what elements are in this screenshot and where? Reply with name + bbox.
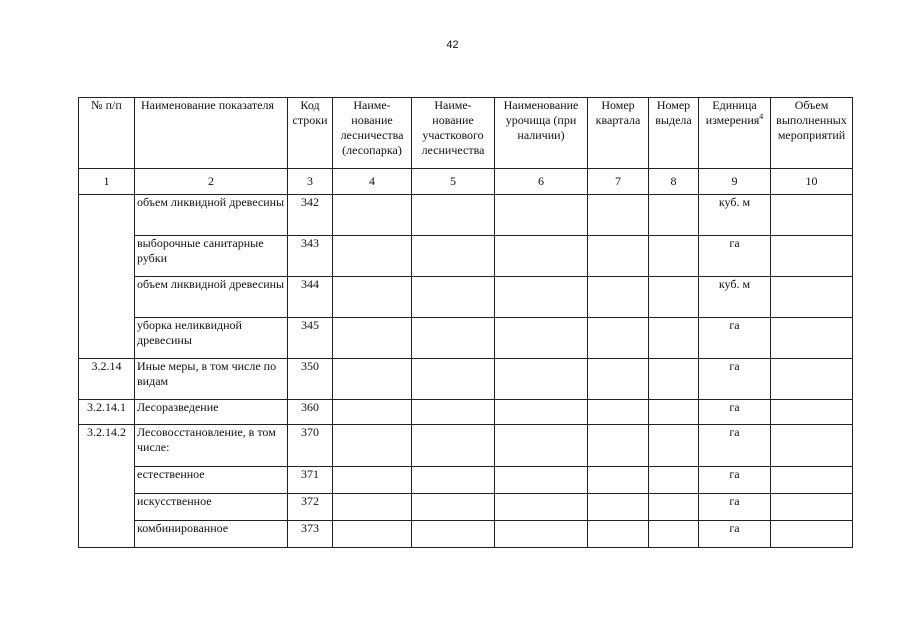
- column-number: 5: [412, 169, 495, 195]
- row-code: 344: [288, 277, 333, 318]
- empty-cell: [495, 236, 588, 277]
- report-table: [78, 97, 853, 548]
- column-numbers-row: [79, 169, 853, 195]
- table-row: [79, 467, 853, 494]
- empty-cell: [412, 494, 495, 521]
- empty-cell: [333, 467, 412, 494]
- table-row: [79, 359, 853, 400]
- table-row: [79, 318, 853, 359]
- empty-cell: [333, 195, 412, 236]
- empty-cell: [588, 359, 649, 400]
- empty-cell: [588, 195, 649, 236]
- empty-cell: [588, 400, 649, 425]
- indicator-name: Лесовосстановление, в том числе:: [135, 425, 288, 467]
- empty-cell: [495, 359, 588, 400]
- column-number: 4: [333, 169, 412, 195]
- empty-cell: [588, 318, 649, 359]
- empty-cell: [771, 359, 853, 400]
- row-number-cell: [79, 195, 135, 359]
- empty-cell: [649, 400, 699, 425]
- table-row: [79, 195, 853, 236]
- empty-cell: [495, 425, 588, 467]
- empty-cell: [588, 494, 649, 521]
- header-cell: Наиме-нование участкового лесничества: [412, 98, 495, 169]
- column-number: 2: [135, 169, 288, 195]
- empty-cell: [495, 318, 588, 359]
- header-cell-label: Единица измерения: [705, 98, 760, 127]
- empty-cell: [412, 236, 495, 277]
- header-cell: Код строки: [288, 98, 333, 169]
- unit-cell: куб. м: [699, 277, 771, 318]
- indicator-name: Иные меры, в том числе по видам: [135, 359, 288, 400]
- empty-cell: [333, 318, 412, 359]
- row-number-cell: 3.2.14: [79, 359, 135, 400]
- table-row: [79, 236, 853, 277]
- empty-cell: [649, 277, 699, 318]
- empty-cell: [333, 494, 412, 521]
- unit-cell: га: [699, 359, 771, 400]
- empty-cell: [649, 359, 699, 400]
- empty-cell: [412, 318, 495, 359]
- column-number: 1: [79, 169, 135, 195]
- empty-cell: [412, 359, 495, 400]
- indicator-name: объем ликвидной древесины: [135, 277, 288, 318]
- column-number: 10: [771, 169, 853, 195]
- empty-cell: [495, 521, 588, 548]
- empty-cell: [771, 318, 853, 359]
- empty-cell: [649, 195, 699, 236]
- empty-cell: [495, 467, 588, 494]
- page-number: 42: [446, 39, 459, 51]
- empty-cell: [771, 236, 853, 277]
- empty-cell: [495, 195, 588, 236]
- empty-cell: [412, 277, 495, 318]
- empty-cell: [333, 359, 412, 400]
- unit-cell: га: [699, 521, 771, 548]
- empty-cell: [649, 236, 699, 277]
- row-code: 373: [288, 521, 333, 548]
- header-row: [79, 98, 853, 169]
- empty-cell: [588, 521, 649, 548]
- empty-cell: [649, 494, 699, 521]
- row-number-cell: 3.2.14.1: [79, 400, 135, 425]
- row-code: 372: [288, 494, 333, 521]
- header-cell-unit: [699, 98, 771, 169]
- table-row: [79, 425, 853, 467]
- empty-cell: [333, 400, 412, 425]
- empty-cell: [771, 467, 853, 494]
- empty-cell: [649, 521, 699, 548]
- header-cell: Номер квартала: [588, 98, 649, 169]
- empty-cell: [649, 425, 699, 467]
- indicator-name: комбинированное: [135, 521, 288, 548]
- empty-cell: [771, 521, 853, 548]
- header-cell: № п/п: [79, 98, 135, 169]
- empty-cell: [649, 467, 699, 494]
- row-code: 345: [288, 318, 333, 359]
- unit-cell: га: [699, 400, 771, 425]
- empty-cell: [333, 425, 412, 467]
- empty-cell: [649, 318, 699, 359]
- header-cell: Наименование урочища (при наличии): [495, 98, 588, 169]
- column-number: 7: [588, 169, 649, 195]
- header-cell: Номер выдела: [649, 98, 699, 169]
- row-code: 370: [288, 425, 333, 467]
- empty-cell: [412, 400, 495, 425]
- indicator-name: выборочные санитарные рубки: [135, 236, 288, 277]
- row-code: 360: [288, 400, 333, 425]
- empty-cell: [412, 195, 495, 236]
- column-number: 3: [288, 169, 333, 195]
- row-code: 343: [288, 236, 333, 277]
- unit-cell: га: [699, 494, 771, 521]
- unit-cell: га: [699, 425, 771, 467]
- indicator-name: искусственное: [135, 494, 288, 521]
- column-number: 6: [495, 169, 588, 195]
- empty-cell: [771, 195, 853, 236]
- row-number-cell: 3.2.14.2: [79, 425, 135, 548]
- empty-cell: [412, 425, 495, 467]
- empty-cell: [495, 494, 588, 521]
- header-cell: Наименование показателя: [135, 98, 288, 169]
- table-row: [79, 277, 853, 318]
- empty-cell: [412, 521, 495, 548]
- unit-cell: куб. м: [699, 195, 771, 236]
- empty-cell: [333, 277, 412, 318]
- table-row: [79, 494, 853, 521]
- column-number: 9: [699, 169, 771, 195]
- empty-cell: [588, 467, 649, 494]
- empty-cell: [771, 425, 853, 467]
- empty-cell: [588, 425, 649, 467]
- table-row: [79, 400, 853, 425]
- column-number: 8: [649, 169, 699, 195]
- indicator-name: естественное: [135, 467, 288, 494]
- empty-cell: [333, 236, 412, 277]
- header-cell: Объем выполненных мероприятий: [771, 98, 853, 169]
- row-code: 350: [288, 359, 333, 400]
- empty-cell: [588, 236, 649, 277]
- unit-cell: га: [699, 318, 771, 359]
- empty-cell: [771, 400, 853, 425]
- unit-cell: га: [699, 236, 771, 277]
- indicator-name: уборка неликвидной древесины: [135, 318, 288, 359]
- empty-cell: [495, 277, 588, 318]
- header-cell: Наиме-нование лесничества (лесопарка): [333, 98, 412, 169]
- empty-cell: [495, 400, 588, 425]
- footnote-marker: 4: [759, 112, 764, 121]
- indicator-name: объем ликвидной древесины: [135, 195, 288, 236]
- row-code: 342: [288, 195, 333, 236]
- row-code: 371: [288, 467, 333, 494]
- indicator-name: Лесоразведение: [135, 400, 288, 425]
- empty-cell: [771, 277, 853, 318]
- unit-cell: га: [699, 467, 771, 494]
- empty-cell: [333, 521, 412, 548]
- empty-cell: [771, 494, 853, 521]
- empty-cell: [588, 277, 649, 318]
- empty-cell: [412, 467, 495, 494]
- table-row: [79, 521, 853, 548]
